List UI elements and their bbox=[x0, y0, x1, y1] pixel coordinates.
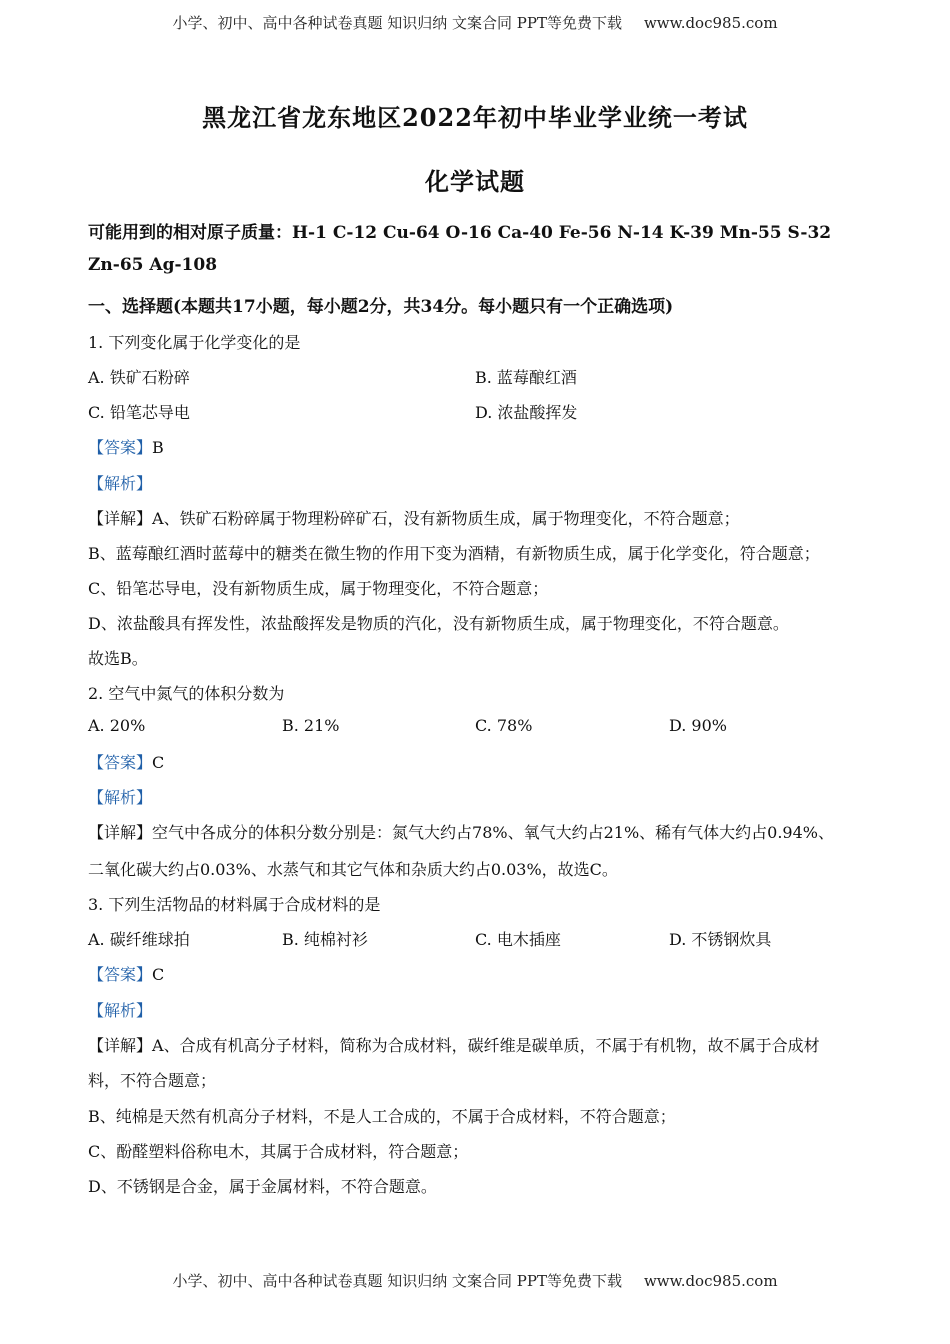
detail-tag: 【详解】 bbox=[88, 823, 153, 842]
q3-detail-4: D、不锈钢是合金，属于金属材料，不符合题意。 bbox=[88, 1177, 437, 1196]
q1-detail-3: D、浓盐酸具有挥发性，浓盐酸挥发是物质的汽化，没有新物质生成，属于物理变化，不符合题意。 bbox=[88, 614, 789, 633]
atomic-masses-line-2: Zn-65 Ag-108 bbox=[88, 255, 218, 275]
q1-detail-0 bbox=[88, 506, 740, 529]
q1-detail-text-0: A、铁矿石粉碎属于物理粉碎矿石，没有新物质生成，属于物理变化，不符合题意； bbox=[152, 509, 740, 528]
answer-tag: 【答案】 bbox=[88, 965, 153, 984]
q3-answer-value: C bbox=[152, 965, 165, 984]
q2-analysis bbox=[88, 785, 152, 808]
q2-answer-value: C bbox=[152, 753, 165, 772]
analysis-tag: 【解析】 bbox=[88, 788, 153, 807]
exam-title: 黑龙江省龙东地区2022年初中毕业学业统一考试 bbox=[202, 103, 748, 132]
q2-detail-1: 二氧化碳大约占0.03%、水蒸气和其它气体和杂质大约占0.03%，故选C。 bbox=[88, 860, 618, 879]
q3-analysis bbox=[88, 998, 152, 1021]
q1-answer bbox=[88, 435, 164, 458]
answer-tag: 【答案】 bbox=[88, 438, 153, 457]
q1-detail-4: 故选B。 bbox=[88, 649, 148, 668]
q2-detail-0 bbox=[88, 820, 834, 843]
exam-subtitle: 化学试题 bbox=[425, 167, 525, 196]
answer-tag: 【答案】 bbox=[88, 753, 153, 772]
q3-option-d: D. 不锈钢炊具 bbox=[669, 930, 772, 949]
q2-answer bbox=[88, 750, 164, 773]
analysis-tag: 【解析】 bbox=[88, 474, 153, 493]
page-header bbox=[0, 12, 950, 33]
q3-detail-0 bbox=[88, 1033, 820, 1056]
q1-detail-1: B、蓝莓酿红酒时蓝莓中的糖类在微生物的作用下变为酒精，有新物质生成，属于化学变化，符合题意； bbox=[88, 544, 820, 563]
q3-stem: 3. 下列生活物品的材料属于合成材料的是 bbox=[88, 895, 381, 914]
q1-analysis bbox=[88, 471, 152, 494]
footer-text: 小学、初中、高中各种试卷真题 知识归纳 文案合同 PPT等免费下载 bbox=[172, 1272, 622, 1290]
q2-stem: 2. 空气中氮气的体积分数为 bbox=[88, 684, 285, 703]
q3-answer bbox=[88, 962, 164, 985]
analysis-tag: 【解析】 bbox=[88, 1001, 153, 1020]
q1-option-a: A. 铁矿石粉碎 bbox=[88, 368, 190, 387]
detail-tag: 【详解】 bbox=[88, 1036, 153, 1055]
section-title: 一、选择题(本题共17小题，每小题2分，共34分。每小题只有一个正确选项) bbox=[88, 297, 674, 317]
q2-option-d: D. 90% bbox=[669, 716, 727, 735]
q3-detail-1: 料，不符合题意； bbox=[88, 1071, 217, 1090]
q3-option-a: A. 碳纤维球拍 bbox=[88, 930, 190, 949]
footer-site: www.doc985.com bbox=[643, 1272, 778, 1290]
q1-option-c: C. 铅笔芯导电 bbox=[88, 403, 190, 422]
detail-tag: 【详解】 bbox=[88, 509, 153, 528]
q2-option-c: C. 78% bbox=[475, 716, 533, 735]
q1-answer-value: B bbox=[152, 438, 164, 457]
q1-option-d: D. 浓盐酸挥发 bbox=[475, 403, 578, 422]
atomic-masses-line-1: 可能用到的相对原子质量：H-1 C-12 Cu-64 O-16 Ca-40 Fe-56 N-14 K-39 Mn-55 S-32 bbox=[88, 223, 832, 243]
q1-option-b: B. 蓝莓酿红酒 bbox=[475, 368, 577, 387]
q2-detail-text-0: 空气中各成分的体积分数分别是：氮气大约占78%、氧气大约占21%、稀有气体大约占0.94%、 bbox=[152, 823, 834, 842]
q2-option-b: B. 21% bbox=[282, 716, 340, 735]
q3-detail-2: B、纯棉是天然有机高分子材料，不是人工合成的，不属于合成材料，不符合题意； bbox=[88, 1107, 676, 1126]
header-site: www.doc985.com bbox=[643, 14, 778, 32]
q3-detail-3: C、酚醛塑料俗称电木，其属于合成材料，符合题意； bbox=[88, 1142, 469, 1161]
q3-detail-text-0: A、合成有机高分子材料，简称为合成材料，碳纤维是碳单质，不属于有机物，故不属于合成材 bbox=[152, 1036, 820, 1055]
q3-option-c: C. 电木插座 bbox=[475, 930, 561, 949]
header-text: 小学、初中、高中各种试卷真题 知识归纳 文案合同 PPT等免费下载 bbox=[172, 14, 622, 32]
q1-stem: 1. 下列变化属于化学变化的是 bbox=[88, 333, 301, 352]
q3-option-b: B. 纯棉衬衫 bbox=[282, 930, 368, 949]
q2-option-a: A. 20% bbox=[88, 716, 146, 735]
page-footer bbox=[0, 1270, 950, 1291]
q1-detail-2: C、铅笔芯导电，没有新物质生成，属于物理变化，不符合题意； bbox=[88, 579, 549, 598]
